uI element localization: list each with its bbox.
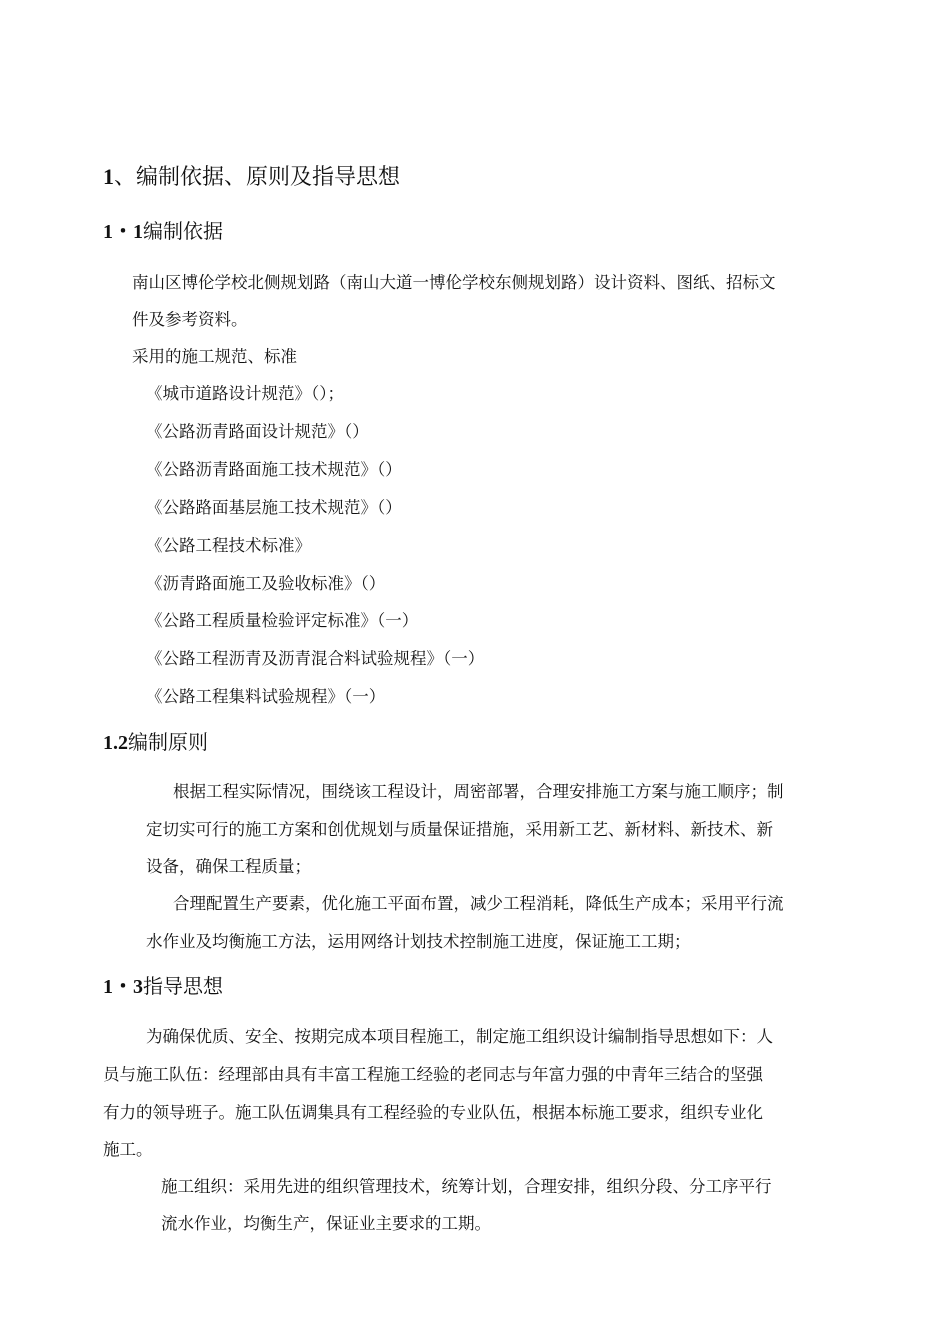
section-1-3-number: 1・3 [103, 976, 143, 998]
principle-p2-line: 合理配置生产要素，优化施工平面布置，减少工程消耗，降低生产成本；采用平行流 [173, 894, 784, 913]
standard-item: 《公路路面基层施工技术规范》（） [146, 498, 402, 517]
guidance-p1-line: 员与施工队伍：经理部由具有丰富工程施工经验的老同志与年富力强的中青年三结合的坚强 [103, 1065, 763, 1084]
principle-p2-line: 水作业及均衡施工方法，运用网络计划技术控制施工进度，保证施工工期； [146, 932, 691, 951]
standard-item: 《城市道路设计规范》（）； [146, 384, 344, 403]
section-1-number: 1 [103, 164, 114, 189]
basis-line-2: 件及参考资料。 [132, 310, 248, 329]
standard-item: 《公路工程沥青及沥青混合料试验规程》（一） [146, 649, 485, 668]
principle-p1-line: 根据工程实际情况，围绕该工程设计，周密部署，合理安排施工方案与施工顺序；制 [173, 782, 784, 801]
standards-intro: 采用的施工规范、标准 [132, 347, 297, 366]
standard-item: 《沥青路面施工及验收标准》（） [146, 574, 386, 593]
section-1-2-title: 编制原则 [128, 730, 208, 754]
guidance-p1-line: 有力的领导班子。施工队伍调集具有工程经验的专业队伍，根据本标施工要求，组织专业化 [103, 1103, 763, 1122]
section-1-1-number: 1・1 [103, 221, 143, 243]
standard-item: 《公路沥青路面设计规范》（） [146, 422, 369, 441]
section-1-title: 、编制依据、原则及指导思想 [114, 165, 401, 190]
section-1-1-heading [103, 215, 223, 244]
guidance-p2-line: 流水作业，均衡生产，保证业主要求的工期。 [161, 1214, 491, 1233]
standard-item: 《公路工程集料试验规程》（一） [146, 687, 386, 706]
section-1-3-title: 指导思想 [143, 974, 223, 998]
principle-p1-line: 定切实可行的施工方案和创优规划与质量保证措施，采用新工艺、新材料、新技术、新 [146, 820, 773, 839]
guidance-p1-line: 为确保优质、安全、按期完成本项目程施工，制定施工组织设计编制指导思想如下：人 [146, 1027, 773, 1046]
standard-item: 《公路沥青路面施工技术规范》（） [146, 460, 402, 479]
section-1-1-title: 编制依据 [143, 219, 223, 243]
section-1-2-number: 1.2 [103, 732, 128, 754]
section-1-3-heading [103, 970, 223, 999]
standard-item: 《公路工程质量检验评定标准》（一） [146, 611, 419, 630]
guidance-p1-line: 施工。 [103, 1140, 153, 1159]
section-1-2-heading [103, 726, 208, 755]
basis-line-1: 南山区博伦学校北侧规划路（南山大道一博伦学校东侧规划路）设计资料、图纸、招标文 [132, 273, 776, 292]
standard-item: 《公路工程技术标准》 [146, 536, 311, 555]
section-1-heading [103, 160, 400, 191]
principle-p1-line: 设备，确保工程质量； [146, 857, 311, 876]
guidance-p2-line: 施工组织：采用先进的组织管理技术，统筹计划，合理安排，组织分段、分工序平行 [161, 1177, 772, 1196]
